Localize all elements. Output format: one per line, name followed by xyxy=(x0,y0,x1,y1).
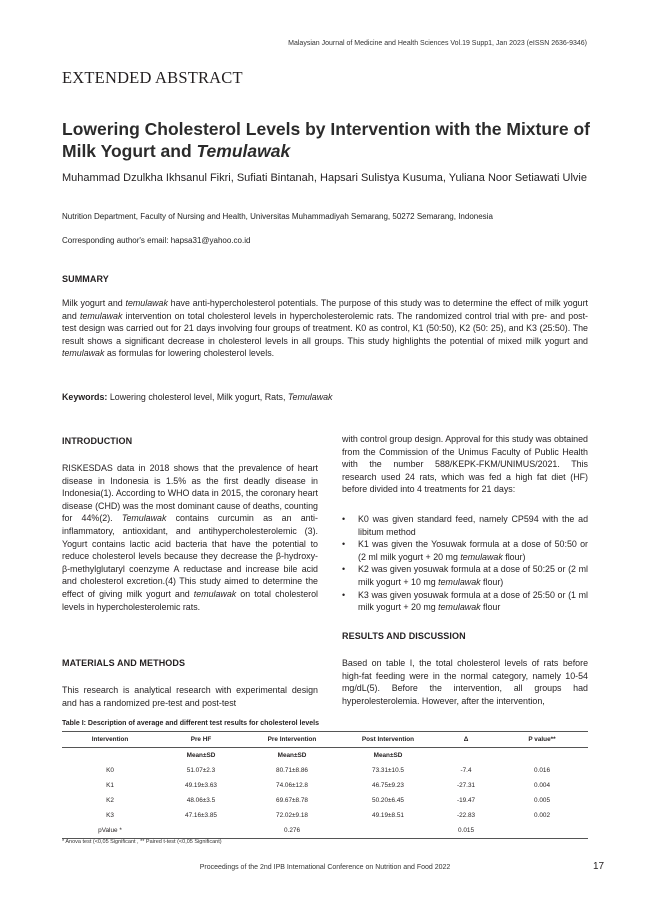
table-subheader-cell: Mean±SD xyxy=(277,752,307,759)
summary-text xyxy=(62,297,588,360)
table-footnote: * Anova test (<0,05 Significant , ** Paired t-test (<0,05 Significant) xyxy=(62,839,222,845)
table-row xyxy=(62,823,588,839)
table-row xyxy=(62,778,588,793)
methods-text-left: This research is analytical research with experimental design and has a randomized pre-test and post-test xyxy=(62,685,318,708)
methods-heading: MATERIALS AND METHODS xyxy=(62,658,186,668)
summary-italic: temulawak xyxy=(62,348,105,359)
table-header-cell: P value** xyxy=(496,732,588,748)
intro-italic: temulawak xyxy=(193,588,237,599)
methods-text-right: with control group design. Approval for this study was obtained from the Commission of the Unimus Faculty of Public Health with the number 588/KEPK-FKM/UNIMUS/2021. This research used 24 rats, which was fed a high fat diet (HF) before divided into 4 treatments for 21 days: xyxy=(342,434,588,495)
table-cell: 0.002 xyxy=(534,812,550,819)
list-item xyxy=(342,563,588,588)
keywords-line xyxy=(62,392,332,402)
table-cell: K0 xyxy=(106,767,114,774)
bullet-icon: • xyxy=(342,514,346,524)
table-cell: 73.31±10.5 xyxy=(372,767,404,774)
introduction-text xyxy=(62,462,318,613)
list-item-tail: flour) xyxy=(502,551,526,562)
table-cell: -27.31 xyxy=(456,782,476,789)
table-header-cell: Pre HF xyxy=(158,732,244,748)
table-header-cell: Δ xyxy=(436,732,496,748)
table-cell: 0.015 xyxy=(436,823,496,839)
journal-header: Malaysian Journal of Medicine and Health Sciences Vol.19 Supp1, Jan 2023 (eISSN 2636-9346) xyxy=(288,40,587,47)
summary-italic: temulawak xyxy=(125,298,168,308)
summary-part: as formulas for lowering cholesterol levels. xyxy=(104,348,275,359)
table-subheader-row xyxy=(62,748,588,764)
table-subheader-cell: Mean±SD xyxy=(373,752,403,759)
results-text: Based on table I, the total cholesterol levels of rats before high-fat feeding were in the normal category, namely 10-54 mg/dL(5). Before the intervention, all groups had hyperolesterolemia. However, after the intervention, xyxy=(342,658,588,706)
table-cell xyxy=(158,823,244,839)
title-italic: Temulawak xyxy=(196,141,291,161)
table-subheader-cell: Mean±SD xyxy=(186,752,216,759)
table-subheader-cell xyxy=(436,748,496,764)
table-cell: 0.276 xyxy=(244,823,340,839)
page-number: 17 xyxy=(593,861,605,872)
summary-part: Milk yogurt and xyxy=(62,298,126,308)
table-cell: 50.20±6.45 xyxy=(372,797,404,804)
intro-italic: Temulawak xyxy=(121,513,167,524)
list-item xyxy=(342,589,588,614)
table-cell: 72.02±9.18 xyxy=(276,812,308,819)
table-cell: 0.004 xyxy=(534,782,550,789)
list-item-text: K1 was given the Yosuwak formula at a dose of 50:50 or (2 ml milk yogurt + 20 mg xyxy=(358,539,588,562)
table-cell: K3 xyxy=(106,812,114,819)
keywords-label: Keywords: xyxy=(62,392,108,402)
table-caption: Table I: Description of average and different test results for cholesterol levels xyxy=(62,720,319,727)
section-type-label: EXTENDED ABSTRACT xyxy=(62,68,243,87)
title-main: Lowering Cholesterol Levels by Intervention with the Mixture of Milk Yogurt and xyxy=(62,119,590,161)
list-item-italic: temulawak xyxy=(438,602,481,613)
results-heading: RESULTS AND DISCUSSION xyxy=(342,631,466,641)
summary-part: have anti-hypercholesterol potentials. The purpose of this study was to determine the effect of milk yogurt and xyxy=(62,298,588,321)
table-header-cell: Intervention xyxy=(62,732,158,748)
list-item-italic: temulawak xyxy=(460,551,503,562)
table-cell: 48.06±3.5 xyxy=(186,797,216,804)
table-cell: pValue * xyxy=(62,823,158,839)
corresponding-email: Corresponding author's email: hapsa31@yahoo.co.id xyxy=(62,236,251,245)
bullet-icon: • xyxy=(342,589,346,600)
table-cell: 0.016 xyxy=(534,767,550,774)
list-item-tail: flour xyxy=(480,602,501,613)
article-title xyxy=(62,118,602,162)
table-cell: K1 xyxy=(106,782,114,789)
table-header-cell: Pre Intervention xyxy=(244,732,340,748)
intro-part: on total cholesterol levels in hypercholesterolemic rats. xyxy=(62,588,318,612)
cholesterol-table xyxy=(62,731,588,839)
table-cell: 49.19±8.51 xyxy=(372,812,404,819)
table-header-cell: Post Intervention xyxy=(340,732,436,748)
table-cell: -7.4 xyxy=(460,767,472,774)
treatment-list xyxy=(342,513,588,614)
summary-italic: temulawak xyxy=(80,310,123,321)
table-cell xyxy=(496,823,588,839)
table-cell: -22.83 xyxy=(456,812,476,819)
intro-part: contains curcumin as an anti-inflammatory, antioxidant, and antihypercholesterolemic (3). Yogurt contains lactic acid bacteria that have the potential to reduce cholesterol levels because they decrease the β-hydroxy-β-methylglutaryl coenzyme A reductase and increase bile acid and cholesterol excretion.(4) This study aimed to determine the effect of giving milk yogurt and xyxy=(62,513,318,599)
table-cell: 0.005 xyxy=(534,797,550,804)
list-item-text: K0 was given standard feed, namely CP594 with the ad libitum method xyxy=(358,514,588,537)
table-cell: 69.67±8.78 xyxy=(276,797,308,804)
table-row xyxy=(62,793,588,808)
table-row xyxy=(62,808,588,823)
table-subheader-cell xyxy=(62,748,158,764)
table-cell: -19.47 xyxy=(456,797,476,804)
table-cell: 49.19±3.63 xyxy=(185,782,217,789)
table-cell: 46.75±9.23 xyxy=(372,782,404,789)
table-header-row xyxy=(62,732,588,748)
table-cell: 47.16±3.85 xyxy=(185,812,217,819)
list-item-text: K3 was given yosuwak formula at a dose of 25:50 or (1 ml milk yogurt + 20 mg xyxy=(358,589,588,613)
table-row xyxy=(62,763,588,778)
table-cell: 51.07±2.3 xyxy=(186,767,216,774)
bullet-icon: • xyxy=(342,564,346,575)
list-item xyxy=(342,538,588,563)
keywords-italic: Temulawak xyxy=(287,392,333,402)
list-item xyxy=(342,513,588,538)
list-item-italic: temulawak xyxy=(438,576,481,587)
summary-part: intervention on total cholesterol levels in hypercholesterolemic rats. The randomized control trial with pre- and post-test design was carried out for 21 days involving four groups of treatment. K0 as control, K1 (50:50), K2 (50: 25), and K3 (25:50). The result shows a significant decrease in cholesterol levels in all groups. This study highlights the potential of mixed milk yogurt and xyxy=(62,310,588,346)
summary-heading: SUMMARY xyxy=(62,274,109,284)
bullet-icon: • xyxy=(342,539,346,550)
table-cell xyxy=(340,823,436,839)
table-cell: 74.06±12.8 xyxy=(276,782,308,789)
proceedings-footer: Proceedings of the 2nd IPB International Conference on Nutrition and Food 2022 xyxy=(199,864,451,871)
table-cell: K2 xyxy=(106,797,114,804)
list-item-text: K2 was given yosuwak formula at a dose of 50:25 or (2 ml milk yogurt + 10 mg xyxy=(358,564,588,587)
table-subheader-cell xyxy=(496,748,588,764)
keywords-text: Lowering cholesterol level, Milk yogurt, Rats, xyxy=(107,392,288,402)
table-cell: 80.71±8.86 xyxy=(276,767,308,774)
list-item-tail: flour) xyxy=(480,576,504,587)
affiliation: Nutrition Department, Faculty of Nursing and Health, Universitas Muhammadiyah Semarang, 50272 Semarang, Indonesia xyxy=(62,212,493,221)
introduction-heading: INTRODUCTION xyxy=(62,436,133,446)
intro-part: RISKESDAS data in 2018 shows that the prevalence of heart disease in Indonesia is 1.5% as the first deadly disease in Indonesia(1). According to WHO data in 2015, the coronary heart disease (CHD) was the most dominant cause of deaths, counting for 44%(2). xyxy=(62,463,318,524)
author-list: Muhammad Dzulkha Ikhsanul Fikri, Sufiati Bintanah, Hapsari Sulistya Kusuma, Yuliana Noor Setiawati Ulvie xyxy=(62,172,587,184)
